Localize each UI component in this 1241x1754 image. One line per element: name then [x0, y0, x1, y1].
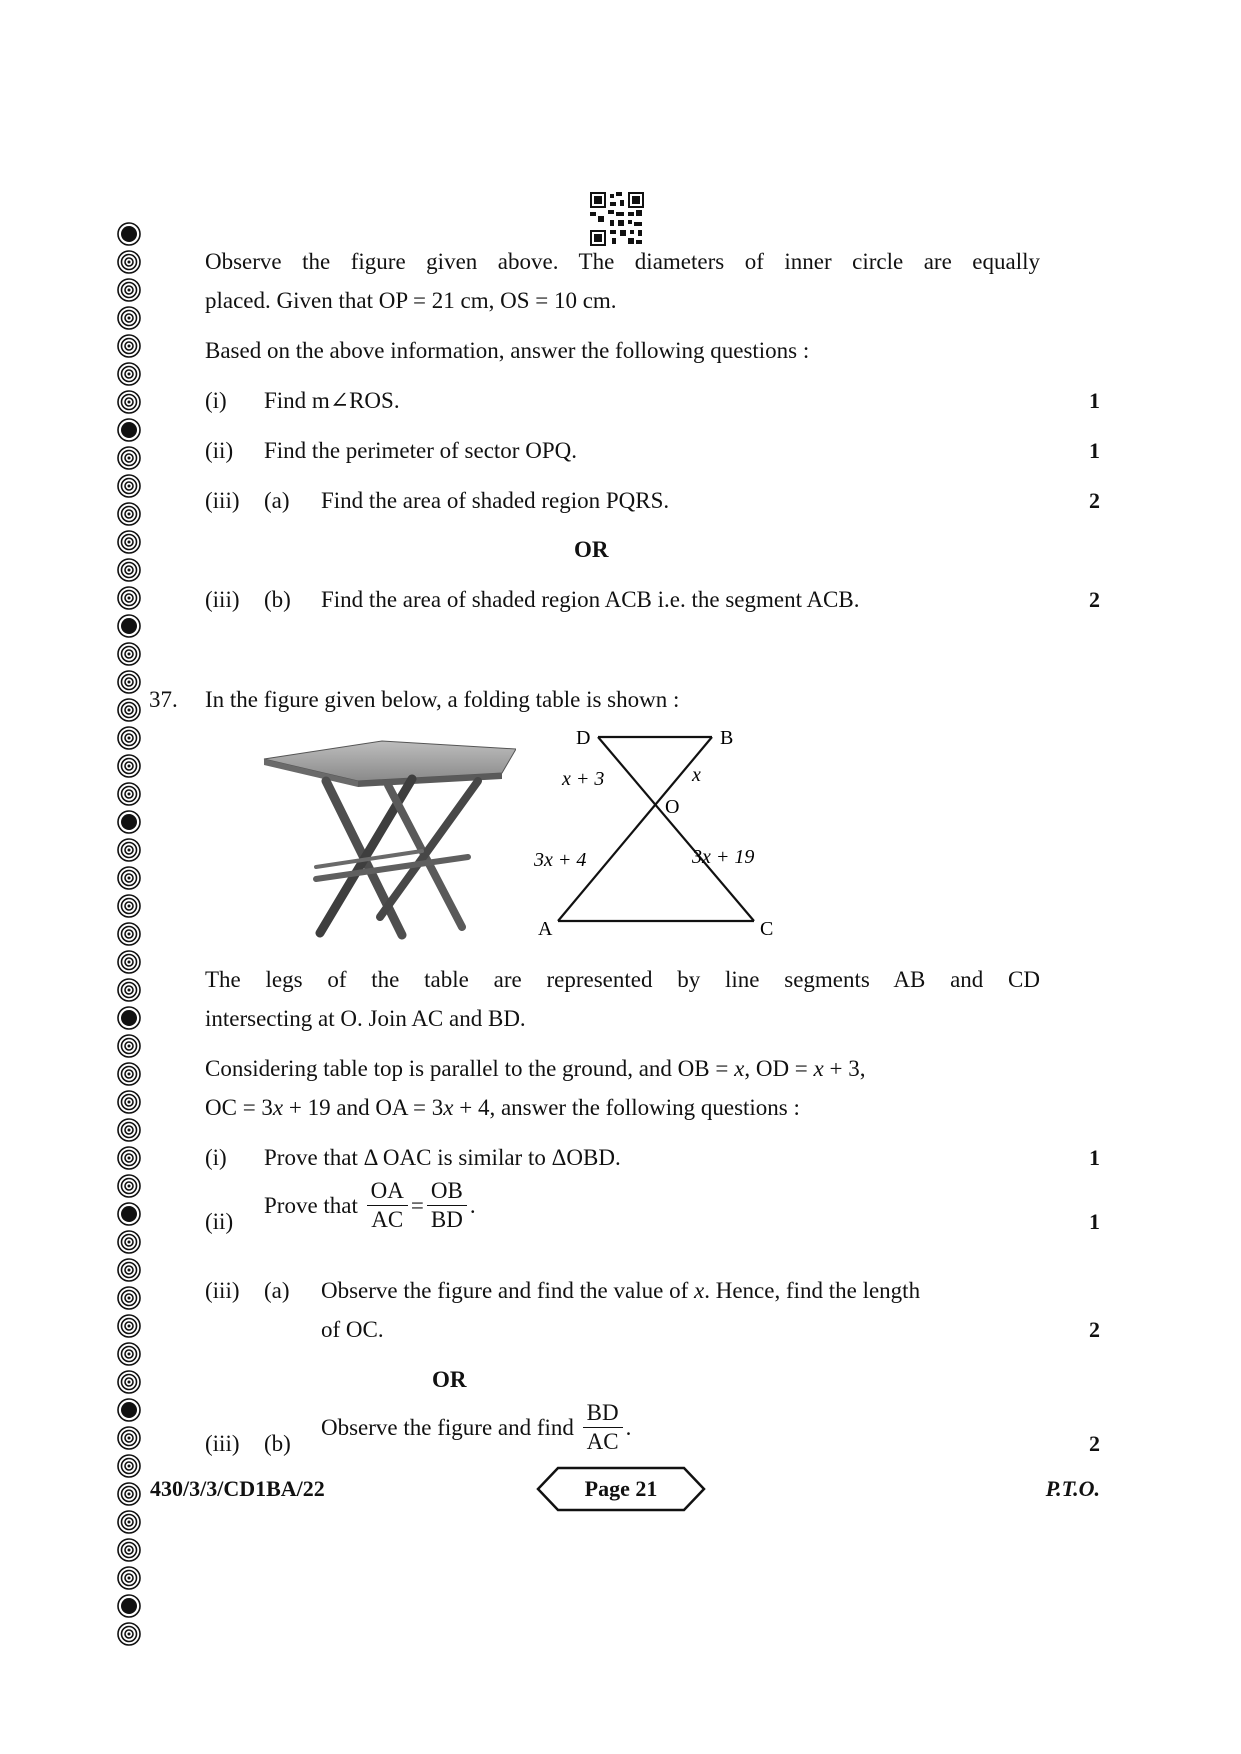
margin-ring-icon [117, 334, 141, 358]
margin-ring-icon [117, 1454, 141, 1478]
margin-ring-icon [117, 1230, 141, 1254]
pto-label: P.T.O. [1045, 1476, 1100, 1501]
part-number: (iii) [205, 488, 240, 513]
label-o: O [665, 796, 680, 818]
fraction-bd-ac: $\frac{BD}{AC}$ [583, 1399, 623, 1456]
margin-ring-icon [117, 1398, 141, 1422]
margin-ring-icon [117, 502, 141, 526]
part-subnumber: (b) [264, 587, 291, 612]
margin-ring-icon [117, 558, 141, 582]
label-od: x + 3 [562, 768, 605, 790]
q36-or-label: OR [574, 537, 609, 562]
q36-intro-line1: Observe the figure given above. The diameters of inner circle are equally [205, 249, 1040, 274]
fraction-ob-bd: $\frac{OB}{BD}$ [427, 1177, 467, 1234]
margin-ring-icon [117, 1510, 141, 1534]
part-text-line2: of OC. [321, 1317, 384, 1342]
margin-ring-icon [117, 446, 141, 470]
label-d: D [576, 727, 591, 749]
page-number: Page 21 [584, 1476, 658, 1501]
part-number: (i) [205, 388, 227, 413]
hourglass-figure [530, 725, 810, 950]
label-oc: 3x + 19 [692, 846, 755, 868]
part-number: (ii) [205, 1209, 234, 1234]
margin-ring-icon [117, 726, 141, 750]
part-marks: 1 [1089, 1145, 1100, 1170]
margin-ring-icon [117, 418, 141, 442]
margin-ring-icon [117, 1482, 141, 1506]
q36-intro-line2: placed. Given that OP = 21 cm, OS = 10 cm. [205, 288, 617, 313]
part-marks: 1 [1089, 438, 1100, 463]
part-number: (iii) [205, 1431, 240, 1456]
margin-ring-icon [117, 1146, 141, 1170]
part-text: Find the area of shaded region ACB i.e. the segment ACB. [321, 587, 860, 612]
q37-intro: In the figure given below, a folding table is shown : [205, 687, 680, 712]
label-c: C [760, 918, 774, 940]
margin-ring-icon [117, 754, 141, 778]
margin-ring-icon [117, 978, 141, 1002]
margin-ring-icon [117, 362, 141, 386]
q37-para2-line2: OC = 3x + 19 and OA = 3x + 4, answer the following questions : [205, 1095, 800, 1120]
part-marks: 2 [1089, 1431, 1100, 1456]
margin-ring-icon [117, 894, 141, 918]
part-text-line1: Observe the figure and find the value of x. Hence, find the length [321, 1278, 921, 1303]
margin-ring-icon [117, 1090, 141, 1114]
part-marks: 2 [1089, 587, 1100, 612]
margin-ring-icon [117, 922, 141, 946]
margin-ring-icon [117, 614, 141, 638]
margin-ring-icon [117, 698, 141, 722]
margin-ring-icon [117, 1286, 141, 1310]
part-text: Find the perimeter of sector OPQ. [264, 438, 577, 463]
margin-ring-icon [117, 1314, 141, 1338]
margin-ring-icon [117, 1202, 141, 1226]
part-marks: 1 [1089, 388, 1100, 413]
part-number: (iii) [205, 587, 240, 612]
label-oa: 3x + 4 [534, 849, 587, 871]
part-marks: 1 [1089, 1209, 1100, 1234]
margin-ring-icon [117, 1622, 141, 1646]
part-number: (iii) [205, 1278, 240, 1303]
label-ob: x [692, 764, 701, 786]
margin-ring-icon [117, 838, 141, 862]
folding-table-illustration [262, 735, 516, 945]
margin-ring-icon [117, 810, 141, 834]
margin-ring-icon [117, 1370, 141, 1394]
part-marks: 2 [1089, 1317, 1100, 1342]
part-number: (i) [205, 1145, 227, 1170]
margin-ring-icon [117, 670, 141, 694]
margin-ring-icon [117, 250, 141, 274]
part-text: Find the area of shaded region PQRS. [321, 488, 670, 513]
part-subnumber: (a) [264, 1278, 290, 1303]
part-subnumber: (b) [264, 1431, 291, 1456]
part-number: (ii) [205, 438, 234, 463]
margin-ring-icon [117, 1062, 141, 1086]
margin-ring-icon [117, 782, 141, 806]
margin-ring-icon [117, 1566, 141, 1590]
segment-cd [598, 737, 754, 921]
part-marks: 2 [1089, 488, 1100, 513]
margin-ring-icon [117, 474, 141, 498]
margin-ring-icon [117, 950, 141, 974]
margin-ring-icon [117, 1258, 141, 1282]
margin-ring-icon [117, 1342, 141, 1366]
qr-code-icon [590, 192, 644, 246]
margin-ring-icon [117, 222, 141, 246]
margin-ring-icon [117, 1006, 141, 1030]
q37-number: 37. [149, 687, 178, 712]
margin-ring-icon [117, 1538, 141, 1562]
margin-ring-icon [117, 586, 141, 610]
margin-ring-icon [117, 530, 141, 554]
q36-instruction: Based on the above information, answer the following questions : [205, 338, 810, 363]
margin-ring-icon [117, 642, 141, 666]
margin-ring-icon [117, 1594, 141, 1618]
part-text: Observe the figure and find $\frac{BD}{AC}$ . [321, 1400, 632, 1454]
q37-para2-line1: Considering table top is parallel to the ground, and OB = x, OD = x + 3, [205, 1056, 866, 1081]
paper-code: 430/3/3/CD1BA/22 [150, 1476, 325, 1501]
margin-ring-icon [117, 1174, 141, 1198]
margin-ring-icon [117, 306, 141, 330]
margin-ring-icon [117, 1118, 141, 1142]
part-subnumber: (a) [264, 488, 290, 513]
part-text: Prove that $\frac{OA}{AC}$ = $\frac{OB}{BD}$ . [264, 1178, 476, 1232]
label-a: A [538, 918, 553, 940]
margin-ring-icon [117, 390, 141, 414]
margin-ring-icon [117, 1426, 141, 1450]
q37-para1-line1: The legs of the table are represented by line segments AB and CD [205, 967, 1040, 992]
part-text: Prove that Δ OAC is similar to ΔOBD. [264, 1145, 621, 1170]
margin-ring-icon [117, 1034, 141, 1058]
label-b: B [720, 727, 734, 749]
part-text: Find m∠ROS. [264, 388, 400, 413]
margin-ring-icon [117, 278, 141, 302]
q37-para1-line2: intersecting at O. Join AC and BD. [205, 1006, 526, 1031]
margin-ring-icon [117, 866, 141, 890]
fraction-oa-ac: $\frac{OA}{AC}$ [367, 1177, 408, 1234]
q37-or-label: OR [432, 1367, 467, 1392]
segment-ab [558, 737, 712, 921]
